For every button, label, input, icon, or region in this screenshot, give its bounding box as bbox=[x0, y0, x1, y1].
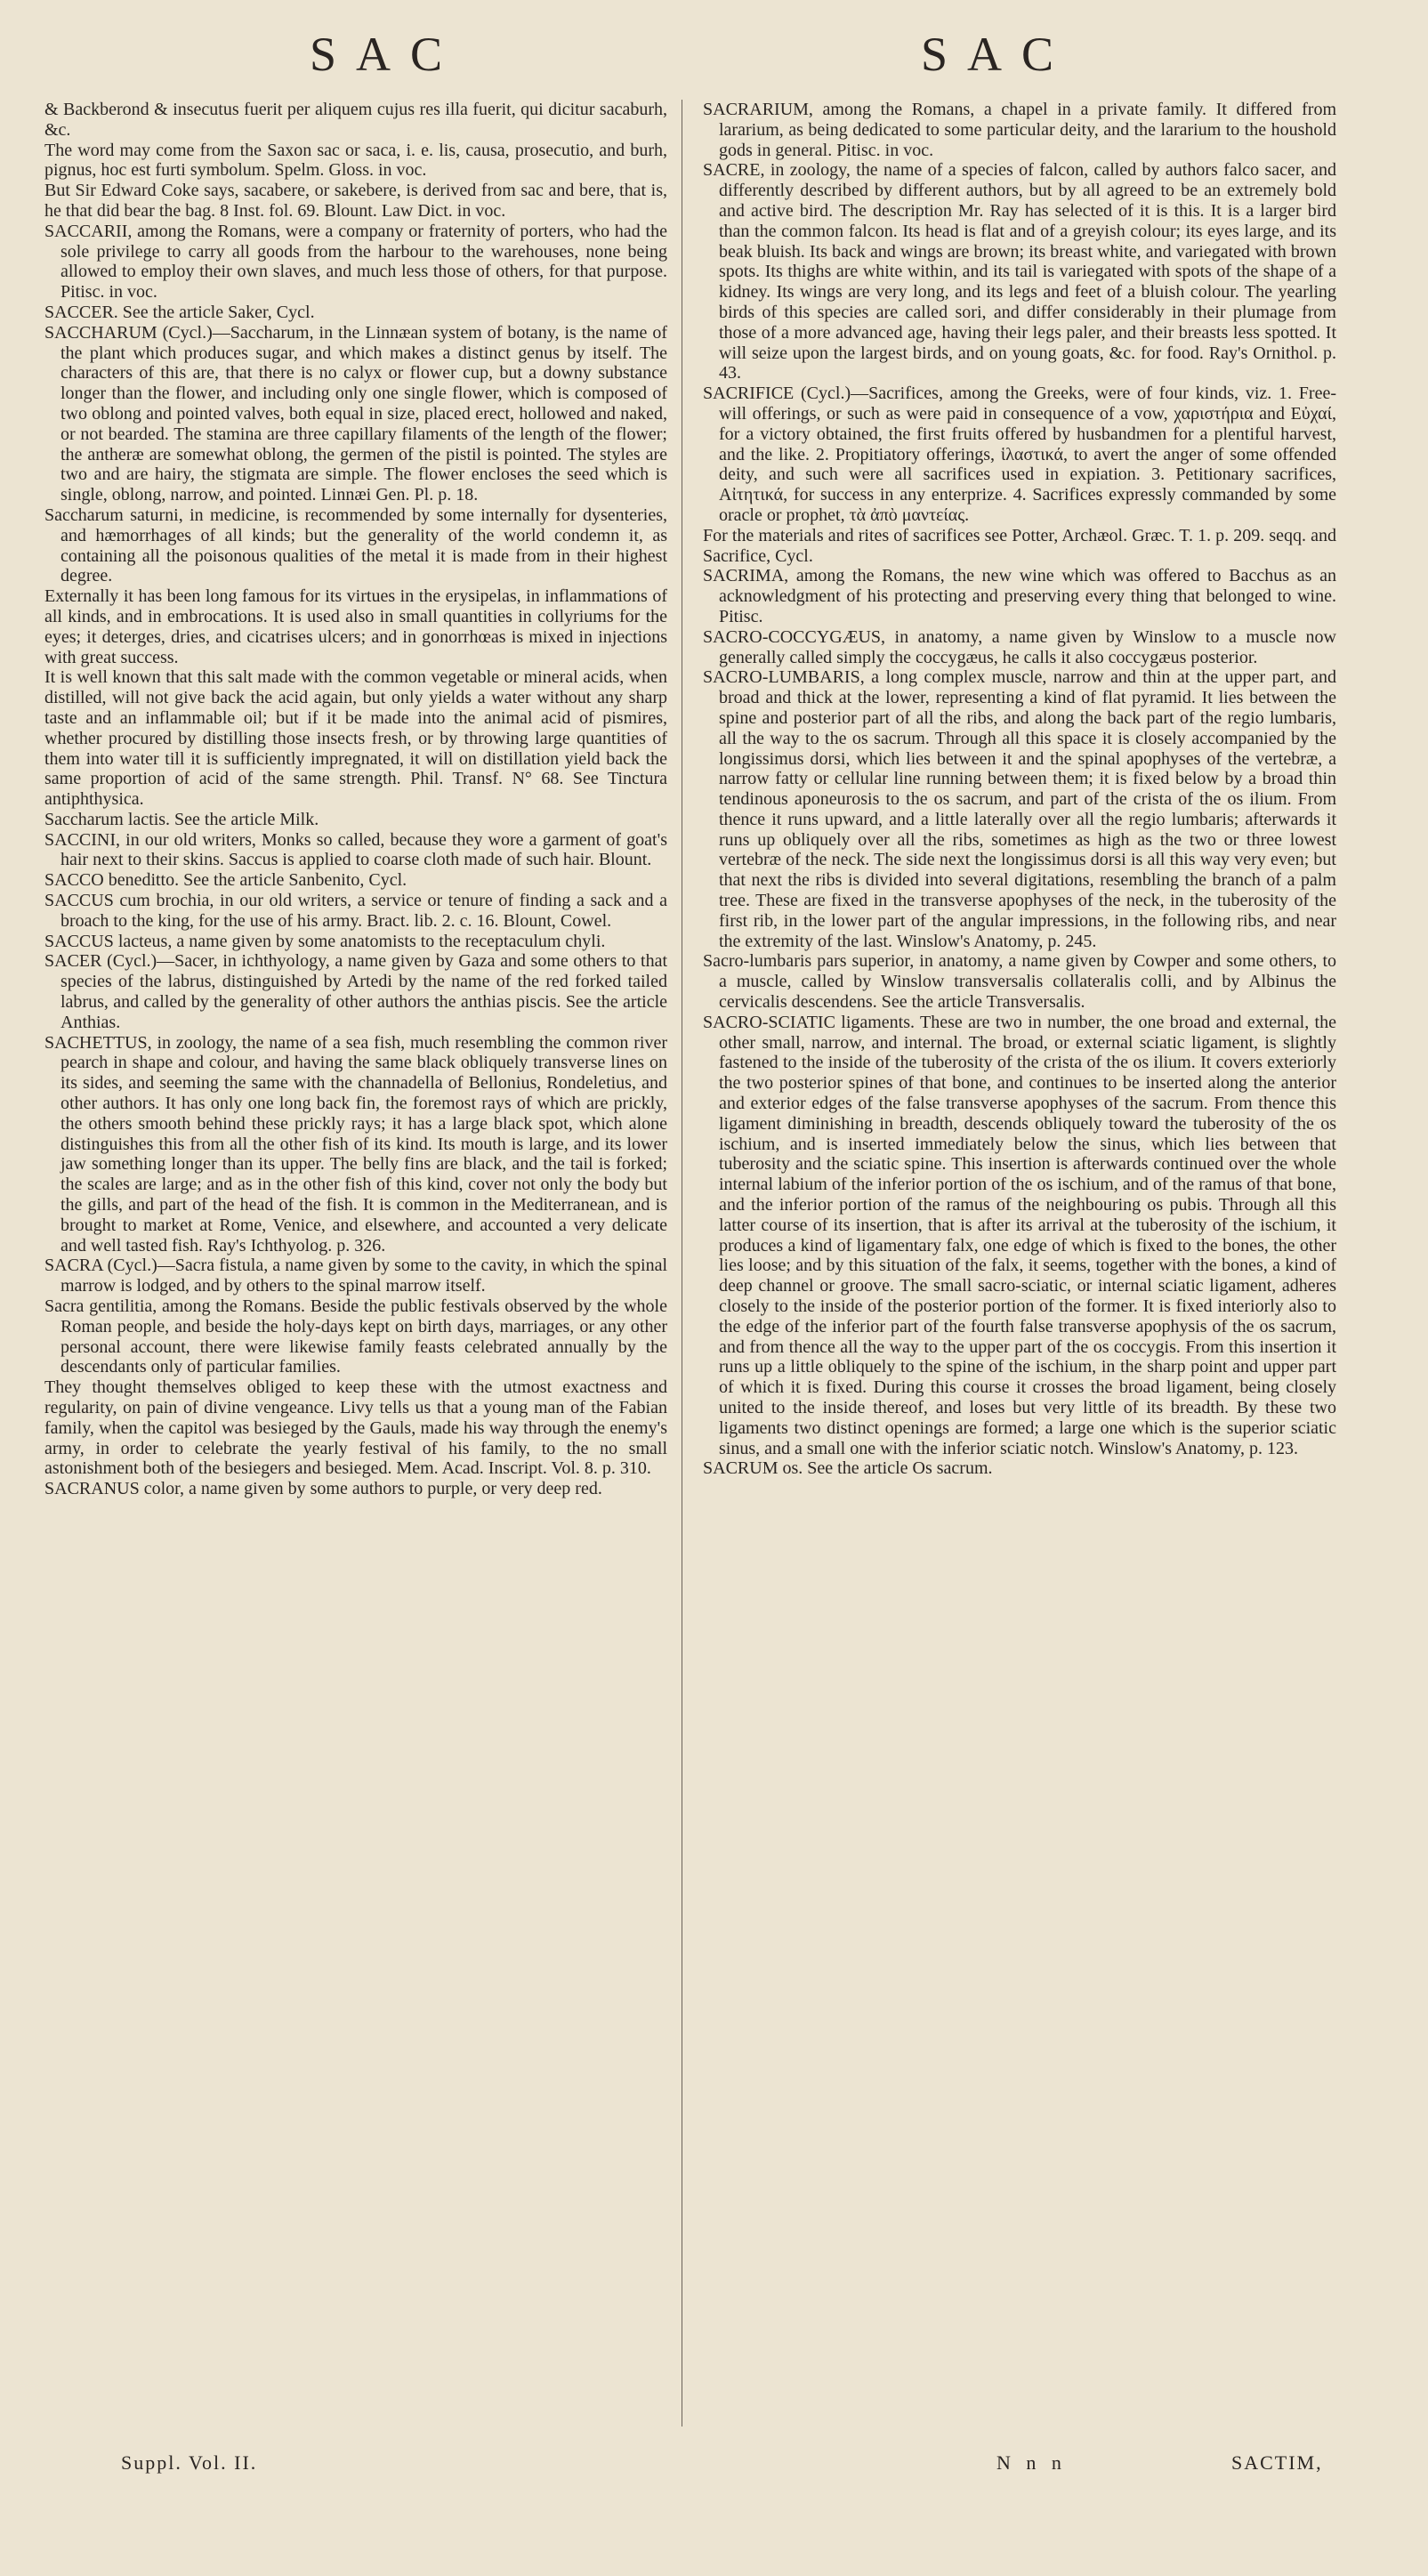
entry-paragraph: Sacra gentilitia, among the Romans. Beside the public festivals observed by the whole Roman people, and beside the holy-days kept on birth days, marriages, or any other personal account, there were likewise family feasts celebrated annually by the descendants only of particular families. bbox=[44, 1296, 667, 1377]
entry-paragraph: SACRO-COCCYGÆUS, in anatomy, a name given by Winslow to a muscle now generally called simply the coccygæus, he calls it also coccygæus posterior. bbox=[703, 626, 1336, 667]
entry-paragraph: SACRUM os. See the article Os sacrum. bbox=[703, 1458, 993, 1479]
entry-paragraph: & Backberond & insecutus fuerit per aliquem cujus res illa fuerit, qui dicitur sacaburh, &c. bbox=[44, 100, 667, 140]
entry-paragraph: Externally it has been long famous for its virtues in the erysipelas, in inflammations of all kinds, and in embrocations. It is used also in small quantities in collyriums for the eyes; it deterges, dries, and cicatrises ulcers; and in gonorrhœas is mixed in injections with great success. bbox=[44, 586, 667, 667]
entry-paragraph: SACRARIUM, among the Romans, a chapel in a private family. It differed from lararium, as being dedicated to some particular deity, and the lararium to the houshold gods in general. Pitisc. in voc. bbox=[703, 100, 1336, 160]
right-column bbox=[703, 100, 1336, 2422]
entry-paragraph: Saccharum lactis. See the article Milk. bbox=[44, 809, 319, 829]
left-column bbox=[44, 100, 667, 2422]
entry-paragraph: SACCO beneditto. See the article Sanbenito, Cycl. bbox=[44, 870, 407, 891]
entry-paragraph: SACRE, in zoology, the name of a species of falcon, called by authors falco sacer, and differently described by different authors, but by all agreed to be an extremely bold and active bird. The description Mr. Ray has selected of it is this. It is a larger bird than the common falcon. Its head is flat and of a greyish colour; its eyes large, and its beak bluish. Its back and wings are brown; its breast white, and variegated with brown spots. Its thighs are white within, and its tail is variegated with spots of the shape of a kidney. Its wings are very long, and its legs and feet of a bluish colour. The yearling birds of this species are called sori, and differ considerably in their plumage from those of a more advanced age, having their legs paler, and their breasts less spotted. It will seize upon the largest birds, and on young goats, &c. for food. Ray's Ornithol. p. 43. bbox=[703, 160, 1336, 384]
entry-paragraph: SACCER. See the article Saker, Cycl. bbox=[44, 302, 315, 322]
entry-paragraph: SACRO-LUMBARIS, a long complex muscle, narrow and thin at the upper part, and broad and thick at the lower, representing a kind of flat pyramid. It lies between the spine and posterior part of all the ribs, and along the back part of the regio lumbaris, all the way to the os sacrum. Through all this space it is closely accompanied by the longissimus dorsi, which lies between it and the spinal apophyses of the vertebræ, a narrow fatty or cellular line running between them; it is fixed below by a broad thin tendinous aponeurosis to the os sacrum, and part of the crista of the os ilium. From thence it runs upward, and a little laterally over all the regio lumbaris; afterwards it runs up obliquely over all the ribs, sometimes as high as the two or three lowest vertebræ of the neck. The side next the longissimus dorsi is all this way very even; but that next the ribs is divided into several digitations, resembling the branch of a palm tree. These are fixed in the transverse apophyses of the neck, in the tuberosity of the first rib, in the lower part of the angular impressions, in the following ribs, and near the extremity of the last. Winslow's Anatomy, p. 245. bbox=[703, 667, 1336, 951]
entry-paragraph: For the materials and rites of sacrifices see Potter, Archæol. Græc. T. 1. p. 209. seqq. and Sacrifice, Cycl. bbox=[703, 525, 1336, 566]
entry-paragraph: Sacro-lumbaris pars superior, in anatomy, a name given by Cowper and some others, to a muscle, called by Winslow transversalis collateralis colli, and by Albinus the cervicalis descendens. See the article Transversalis. bbox=[703, 951, 1336, 1013]
entry-paragraph: It is well known that this salt made with the common vegetable or mineral acids, when distilled, will not give back the acid again, but only yields a water without any sharp taste and an inflammable oil; but if it be made into the animal acid of pismires, whether procured by distilling those insects fresh, or by throwing large quantities of them into water till it is sufficiently impregnated, it will on distillation yield back the same proportion of acid of the same strength. Phil. Transf. N° 68. See Tinctura antiphthysica. bbox=[44, 667, 667, 810]
catchword: SACTIM, bbox=[1231, 2451, 1323, 2474]
entry-paragraph: They thought themselves obliged to keep these with the utmost exactness and regularity, on pain of divine vengeance. Livy tells us that a young man of the Fabian family, when the capitol was besieged by the Gauls, made his way through the enemy's army, in order to celebrate the yearly festival of his family, to the no small astonishment both of the besiegers and besieged. Mem. Acad. Inscript. Vol. 8. p. 310. bbox=[44, 1377, 667, 1479]
entry-paragraph: SACRIFICE (Cycl.)—Sacrifices, among the Greeks, were of four kinds, viz. 1. Free-will offerings, or such as were paid in consequence of a vow, χαριστήρια and Εὐχαί, for a victory obtained, the first fruits offered by husbandmen for a plentiful harvest, and the like. 2. Propitiatory offerings, ἱλαστικά, to avert the anger of some offended deity, and such were all sacrifices used in expiation. 3. Petitionary sacrifices, Αἰτητικά, for success in any enterprize. 4. Sacrifices expressly commanded by some oracle or prophet, τὰ ἀπὸ μαντείας. bbox=[703, 384, 1336, 525]
entry-paragraph: SACER (Cycl.)—Sacer, in ichthyology, a name given by Gaza and some others to that species of the labrus, distinguished by Artedi by the name of the red forked tailed labrus, and called by the generality of other authors the anthias piscis. See the article Anthias. bbox=[44, 951, 667, 1032]
entry-paragraph: SACCINI, in our old writers, Monks so called, because they wore a garment of goat's hair next to their skins. Saccus is applied to coarse cloth made of such hair. Blount. bbox=[44, 829, 667, 870]
entry-paragraph: SACHETTUS, in zoology, the name of a sea fish, much resembling the common river pearch in shape and colour, and having the same black obliquely transverse lines on its sides, and seeming the same with the channadella of Bellonius, Rondeletius, and other authors. It has only one long back fin, the foremost rays of which are prickly, the others smooth behind these prickly rays; it has a large black spot, which alone distinguishes this from all the other fish of its kind. Its mouth is large, and its lower jaw something longer than its upper. The belly fins are black, and the tail is forked; the scales are large; and as in the other fish of this kind, cover not only the body but the gills, and part of the head of the fish. It is common in the Mediterranean, and is brought to market at Rome, Venice, and elsewhere, and accounted a very delicate and well tasted fish. Ray's Ichthyolog. p. 326. bbox=[44, 1032, 667, 1256]
volume-label: Suppl. Vol. II. bbox=[121, 2451, 258, 2474]
entry-paragraph: SACCHARUM (Cycl.)—Saccharum, in the Linnæan system of botany, is the name of the plant which produces sugar, and which makes a distinct genus by itself. The characters of this are, that there is no calyx or flower cup, but a downy substance longer than the flower, and including only one single flower, which is composed of two oblong and pointed valves, both equal in size, placed erect, hollowed and naked, or not bearded. The stamina are three capillary filaments of the length of the flower; the antheræ are somewhat oblong, the germen of the pistil is pointed. The styles are two and are hairy, the stigmata are simple. The flower encloses the seed which is single, oblong, narrow, and pointed. Linnæi Gen. Pl. p. 18. bbox=[44, 322, 667, 505]
entry-paragraph: SACRIMA, among the Romans, the new wine which was offered to Bacchus as an acknowledgment of his protecting and preserving every thing that belonged to wine. Pitisc. bbox=[703, 566, 1336, 626]
signature-mark: N n n bbox=[996, 2451, 1067, 2474]
entry-paragraph: SACRA (Cycl.)—Sacra fistula, a name given by some to the cavity, in which the spinal marrow is lodged, and by others to the spinal marrow itself. bbox=[44, 1256, 667, 1296]
entry-paragraph: SACCUS lacteus, a name given by some anatomists to the receptaculum chyli. bbox=[44, 931, 606, 951]
entry-paragraph: SACCARII, among the Romans, were a company or fraternity of porters, who had the sole privilege to carry all goods from the harbour to the warehouses, none being allowed to employ their own slaves, and much less those of others, for that purpose. Pitisc. in voc. bbox=[44, 221, 667, 303]
entry-paragraph: SACCUS cum brochia, in our old writers, a service or tenure of finding a sack and a broach to the king, for the use of his army. Bract. lib. 2. c. 16. Blount, Cowel. bbox=[44, 891, 667, 931]
running-head-left: SAC bbox=[310, 28, 463, 81]
entry-paragraph: But Sir Edward Coke says, sacabere, or sakebere, is derived from sac and bere, that is, he that did bear the bag. 8 Inst. fol. 69. Blount. Law Dict. in voc. bbox=[44, 181, 667, 221]
entry-paragraph: Saccharum saturni, in medicine, is recommended by some internally for dysenteries, and hæmorrhages of all kinds; but the generality of the world condemn it, as containing all the poisonous qualities of the metal it is made from in their highest degree. bbox=[44, 505, 667, 586]
entry-paragraph: SACRANUS color, a name given by some authors to purple, or very deep red. bbox=[44, 1479, 602, 1499]
entry-paragraph: The word may come from the Saxon sac or saca, i. e. lis, causa, prosecutio, and burh, pignus, hoc est furti symbolum. Spelm. Gloss. in voc. bbox=[44, 140, 667, 181]
running-head-right: SAC bbox=[921, 28, 1074, 81]
entry-paragraph: SACRO-SCIATIC ligaments. These are two in number, the one broad and external, the other small, narrow, and internal. The broad, or external sciatic ligament, is slightly fastened to the inside of the tuberosity of the crista of the os ilium. It covers exteriorly the two posterior spines of that bone, and continues to be inserted along the anterior and exterior edges of the false transverse apophyses of the sacrum. From thence this ligament diminishing in breadth, descends obliquely toward the tuberosity of the os ischium, and is inserted immediately below the sinus, which lies between that tuberosity and the sciatic spine. This insertion is afterwards continued over the whole internal labium of the inferior portion of the os ischium, and of the ramus of that bone, and the inferior portion of the ramus of the neighbouring os pubis. Through all this latter course of its insertion, that is after its arrival at the tuberosity of the ischium, it produces a kind of ligamentary falx, one edge of which is fixed to the bones, the other lies loose; and by this situation of the falx, it seems, together with the bones, a kind of deep channel or groove. The small sacro-sciatic, or internal sciatic ligament, adheres closely to the inside of the posterior portion of the former. It is fixed interiorly also to the edge of the inferior part of the fourth false transverse apophysis of the os sacrum, and from thence all the way to the upper part of the os coccygis. From this insertion it runs up a little obliquely to the spine of the ischium, in the sharp point and upper part of which it is fixed. During this course it crosses the broad ligament, being closely united to the inside thereof, and loses but very little of its breadth. By these two ligaments two distinct openings are formed; a large one which is the superior sciatic sinus, and a small one with the inferior sciatic notch. Winslow's Anatomy, p. 123. bbox=[703, 1012, 1336, 1458]
